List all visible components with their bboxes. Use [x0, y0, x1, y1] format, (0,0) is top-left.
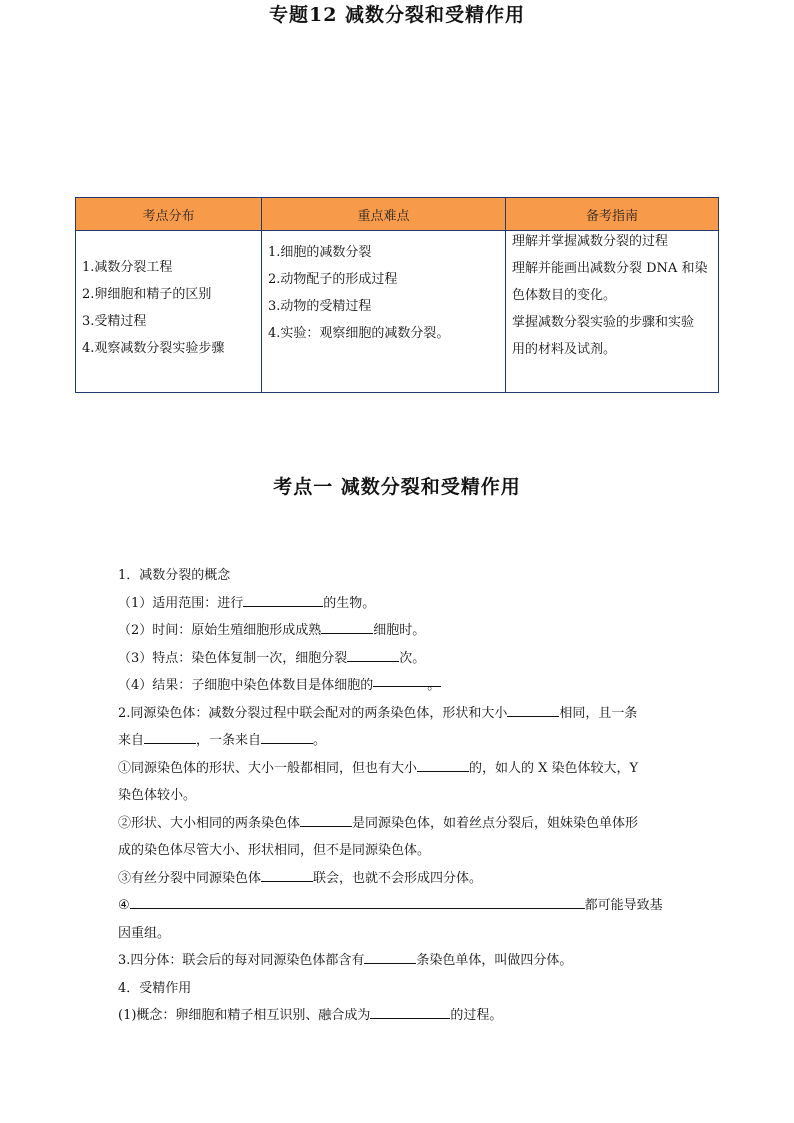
list-item: 4.观察减数分裂实验步骤	[82, 341, 225, 356]
overview-table	[75, 197, 719, 393]
content-line	[118, 590, 678, 618]
table-header-row	[76, 198, 719, 231]
content-line	[118, 810, 678, 838]
table-row	[76, 231, 719, 393]
text: (1)概念：卵细胞和精子相互识别、融合成为	[118, 1008, 371, 1023]
content-line	[118, 782, 678, 810]
content-line	[118, 562, 678, 590]
content-line	[118, 865, 678, 893]
fill-blank[interactable]	[144, 729, 196, 744]
text: 细胞时。	[373, 623, 426, 638]
fill-blank[interactable]	[130, 894, 585, 909]
text: （4）结果：子细胞中染色体数目是体细胞的	[118, 678, 374, 693]
text: （1）适用范围：进行	[118, 595, 244, 611]
exercise-content	[118, 562, 678, 1030]
list-item: 理解并掌握减数分裂的过程	[512, 234, 669, 249]
fill-blank[interactable]	[261, 729, 313, 744]
heading-meiosis-concept: 1．减数分裂的概念	[118, 568, 231, 583]
content-line	[118, 700, 678, 728]
fill-blank[interactable]	[243, 592, 323, 607]
content-line	[118, 672, 678, 700]
text: 。	[313, 733, 327, 748]
text: ②形状、大小相同的两条染色体	[118, 815, 301, 831]
list-item: 3.受精过程	[82, 314, 147, 329]
header-exam-points: 考点分布	[76, 198, 262, 231]
content-line	[118, 645, 678, 673]
header-study-guide: 备考指南	[506, 198, 719, 231]
text: 因重组。	[118, 925, 171, 941]
text: 来自	[118, 733, 145, 748]
text: ④	[118, 898, 130, 913]
list-item: 用的材料及试剂。	[512, 342, 617, 357]
list-item: 1.减数分裂工程	[82, 260, 173, 275]
content-line	[118, 1002, 678, 1030]
fill-blank[interactable]	[507, 702, 559, 717]
text: 联会，也就不会形成四分体。	[313, 870, 483, 886]
text: 的，如人的 X 染色体较大，Y	[469, 760, 639, 776]
content-line	[118, 837, 678, 865]
content-line	[118, 755, 678, 783]
fill-blank[interactable]	[261, 867, 313, 882]
header-key-difficulties: 重点难点	[262, 198, 506, 231]
text: 的过程。	[450, 1008, 503, 1023]
text: （3）特点：染色体复制一次，细胞分裂	[118, 650, 348, 666]
text: 的生物。	[323, 595, 376, 611]
text: 。	[427, 678, 441, 693]
text: 次。	[399, 650, 426, 666]
list-item: 4.实验：观察细胞的减数分裂。	[268, 326, 450, 341]
list-item: 2.动物配子的形成过程	[268, 272, 398, 287]
text: 都可能导致基	[584, 898, 663, 913]
content-line	[118, 727, 678, 755]
list-item: 3.动物的受精过程	[268, 299, 372, 314]
list-item: 1.细胞的减数分裂	[268, 245, 372, 260]
content-line	[118, 947, 678, 975]
list-item: 2.卵细胞和精子的区别	[82, 287, 212, 302]
list-item: 理解并能画出减数分裂 DNA 和染	[512, 261, 708, 276]
fill-blank[interactable]	[347, 647, 399, 662]
text: ①同源染色体的形状、大小一般都相同，但也有大小	[118, 760, 418, 776]
text: ，一条来自	[196, 733, 262, 748]
fill-blank[interactable]	[364, 949, 416, 964]
fill-blank[interactable]	[300, 812, 352, 827]
content-line	[118, 975, 678, 1003]
fill-blank[interactable]	[373, 672, 441, 693]
fill-blank[interactable]	[321, 619, 373, 634]
page-title: 专题12 减数分裂和受精作用	[268, 4, 526, 26]
cell-exam-points	[76, 231, 262, 393]
section-title: 考点一 减数分裂和受精作用	[273, 476, 521, 498]
text: 是同源染色体，如着丝点分裂后，姐妹染色单体形	[352, 815, 639, 831]
cell-study-guide	[506, 231, 719, 393]
text: ③有丝分裂中同源染色体	[118, 870, 262, 886]
text: 相同，且一条	[559, 705, 638, 721]
text: 3.四分体：联会后的每对同源染色体都含有	[118, 953, 365, 968]
content-line	[118, 892, 678, 920]
text: 成的染色体尽管大小、形状相同，但不是同源染色体。	[118, 843, 431, 858]
list-item: 色体数目的变化。	[512, 288, 617, 303]
fill-blank[interactable]	[370, 1004, 450, 1019]
text: 条染色单体，叫做四分体。	[416, 953, 573, 968]
text: 2.同源染色体：减数分裂过程中联会配对的两条染色体，形状和大小	[118, 705, 508, 721]
content-line	[118, 617, 678, 645]
text: （2）时间：原始生殖细胞形成成熟	[118, 623, 322, 638]
list-item: 掌握减数分裂实验的步骤和实验	[512, 315, 695, 330]
text: 染色体较小。	[118, 788, 197, 803]
cell-key-difficulties	[262, 231, 506, 393]
text: 4．受精作用	[118, 980, 192, 996]
fill-blank[interactable]	[417, 757, 469, 772]
content-line	[118, 920, 678, 948]
